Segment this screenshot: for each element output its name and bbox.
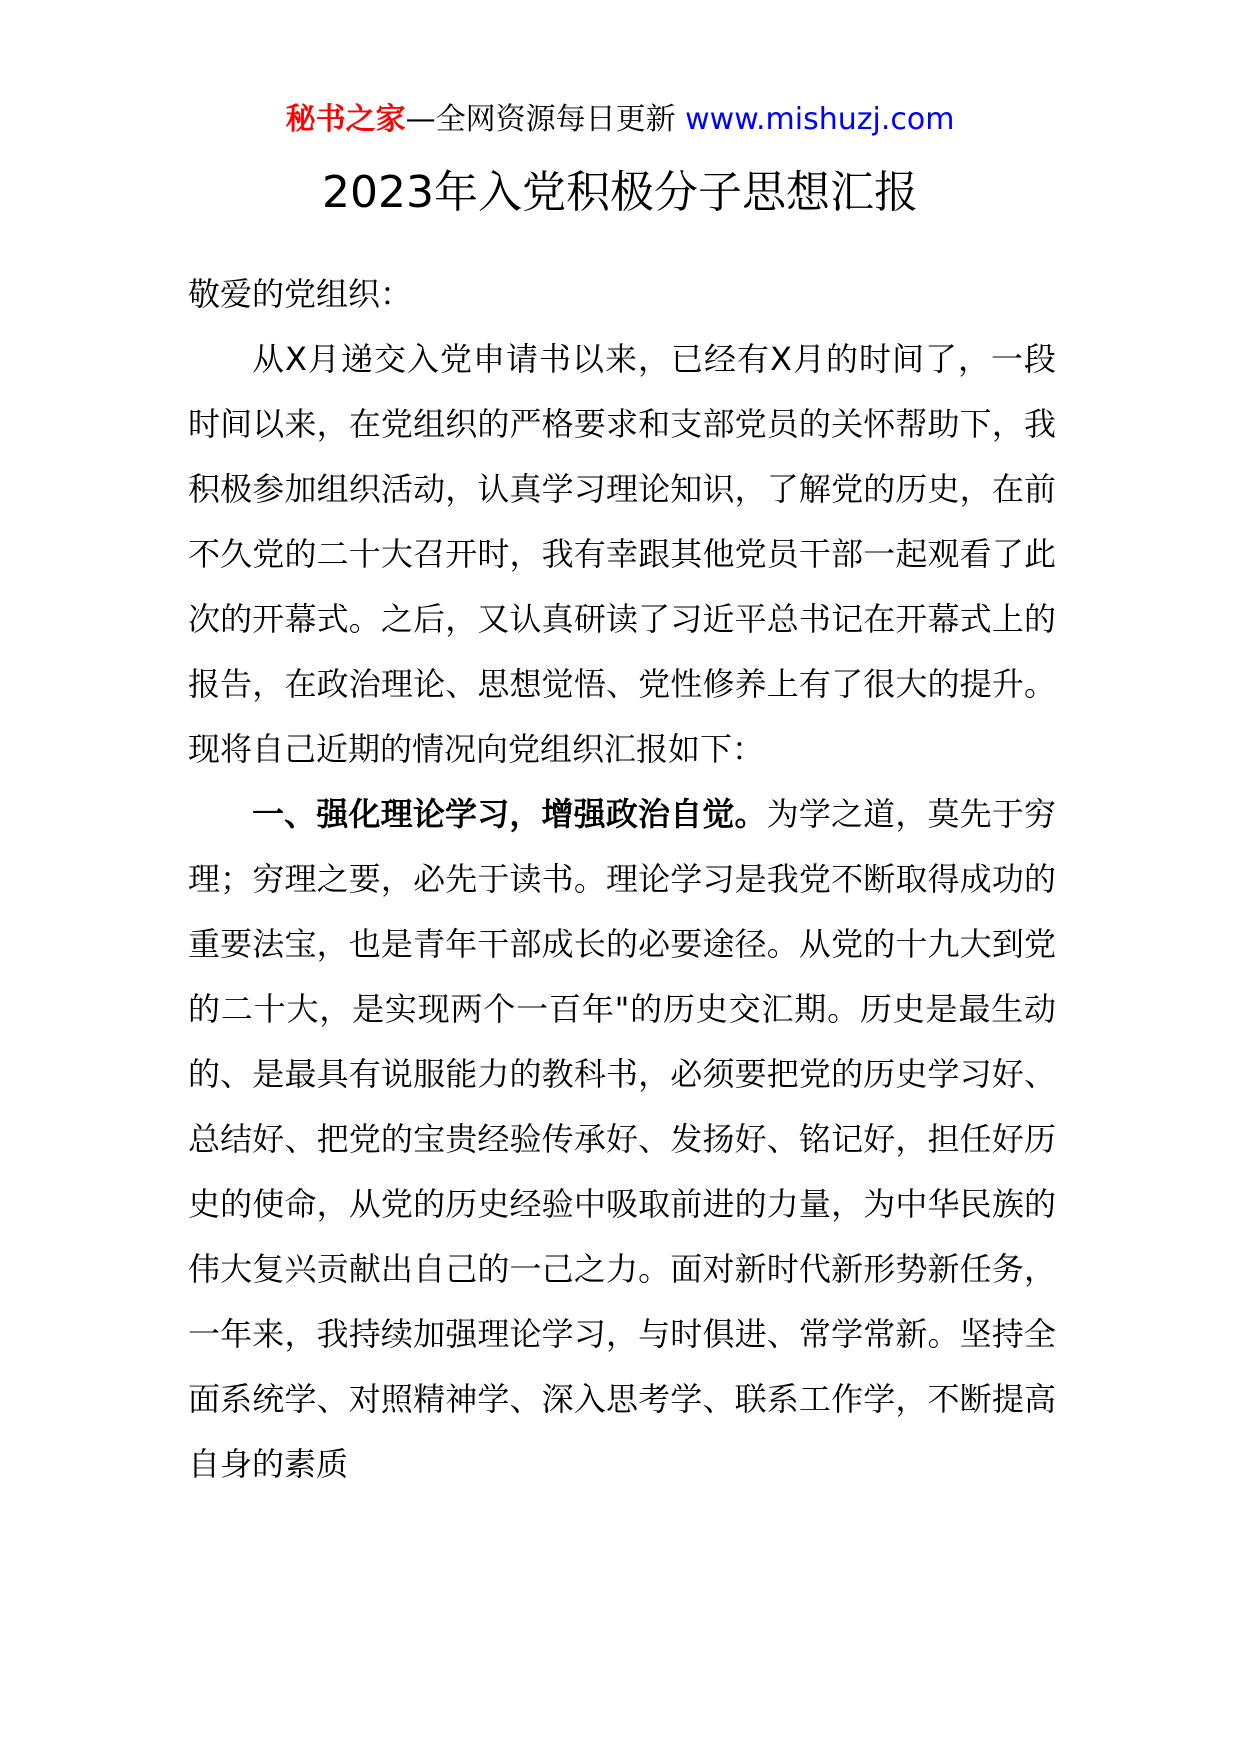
- site-header: [0, 100, 1240, 140]
- document-title: 2023年入党积极分子思想汇报: [322, 167, 918, 218]
- document-body: [188, 262, 1056, 1497]
- paragraph-text: 从X月递交入党申请书以来，已经有X月的时间了，一段时间以来，在党组织的严格要求和支部党员的关怀帮助下，我积极参加组织活动，认真学习理论知识，了解党的历史，在前不久党的二十大召开时，我有幸跟其他党员干部一起观看了此次的开幕式。之后，又认真研读了习近平总书记在开幕式上的报告，在政治理论、思想觉悟、党性修养上有了很大的提升。现将自己近期的情况向党组织汇报如下：: [188, 340, 1056, 768]
- site-url-link[interactable]: www.mishuzj.com: [685, 102, 955, 137]
- salutation: 敬爱的党组织：: [188, 275, 413, 313]
- section-heading: 一、强化理论学习，增强政治自觉。: [252, 795, 767, 833]
- paragraph-text: 为学之道，莫先于穷理；穷理之要，必先于读书。理论学习是我党不断取得成功的重要法宝，也是青年干部成长的必要途径。从党的十九大到党的二十大，是实现两个一百年"的历史交汇期。历史是最生动的、是最具有说服能力的教科书，必须要把党的历史学习好、总结好、把党的宝贵经验传承好、发扬好、铭记好，担任好历史的使命，从党的历史经验中吸取前进的力量，为中华民族的伟大复兴贡献出自己的一己之力。面对新时代新形势新任务，一年来，我持续加强理论学习，与时俱进、常学常新。坚持全面系统学、对照精神学、深入思考学、联系工作学，不断提高自身的素质: [188, 795, 1056, 1483]
- site-tagline: —全网资源每日更新: [405, 102, 676, 137]
- site-brand: 秘书之家: [285, 102, 406, 137]
- paragraph-intro: [188, 327, 1056, 782]
- paragraph-section-1: [188, 782, 1056, 1497]
